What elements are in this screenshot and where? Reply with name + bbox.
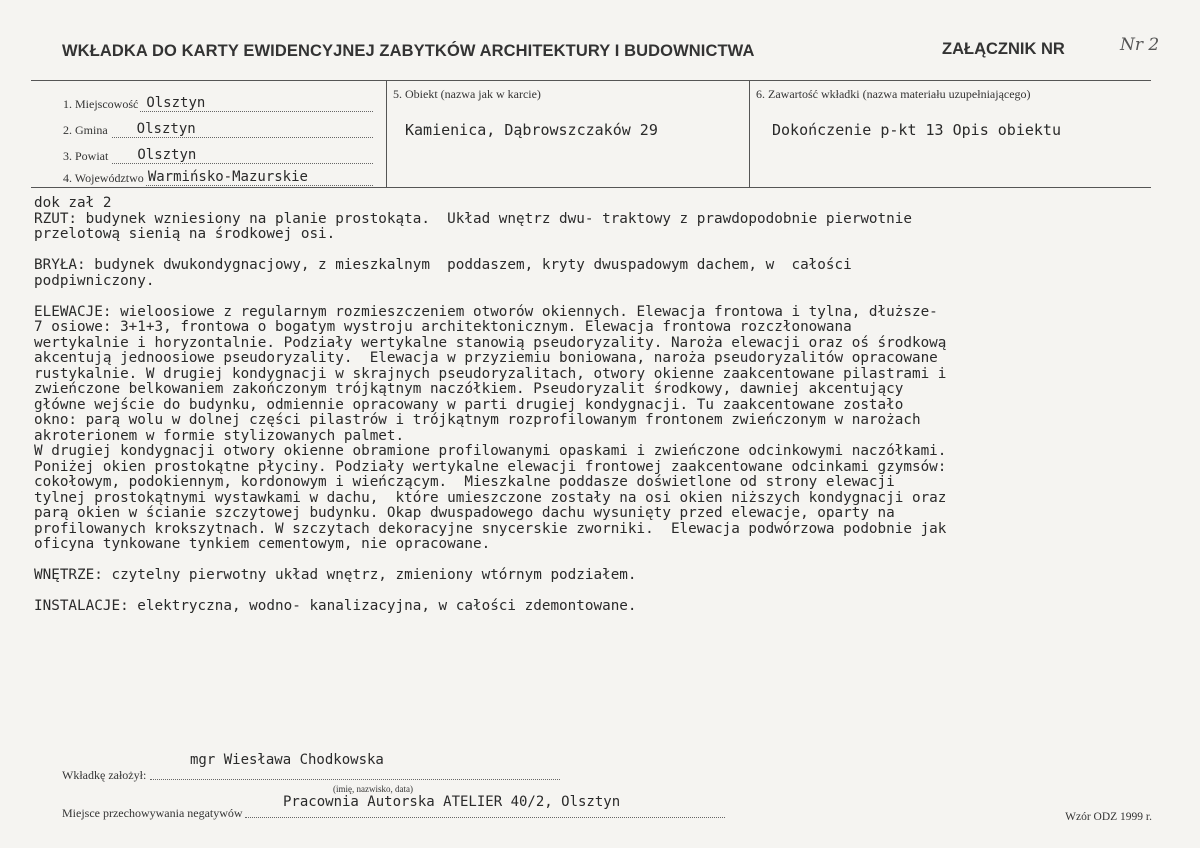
text-line: INSTALACJE: elektryczna, wodno- kanalizacyjna, w całości zdemontowane. [34,598,637,614]
form-pattern: Wzór ODZ 1999 r. [1065,811,1152,823]
attachment-number: Nr 2 [1120,35,1160,55]
storage-value: Pracownia Autorska ATELIER 40/2, Olsztyn [283,794,621,810]
text-line: tylnej prostokątnymi wystawkami w dachu, które umieszczone zostały na osi okien niższych kondygnacji oraz [34,489,947,506]
voivodeship-value: Warmińsko-Mazurskie [147,169,308,185]
town-value: Olsztyn [146,95,206,111]
text-line: przelotową sienią na środkowej osi. [34,226,336,242]
text-line: oficyna tynkowane tynkiem cementowym, nie opracowane. [34,536,491,552]
text-line: BRYŁA: budynek dwukondygnacjowy, z mieszkalnym poddaszem, kryty dwuspadowym dachem, w całości [34,257,852,273]
text-line: ELEWACJE: wieloosiowe z regularnym rozmieszczeniem otworów okiennych. Elewacja frontowa i tylna, dłuższe- [34,303,938,320]
text-line: WNĘTRZE: czytelny pierwotny układ wnętrz, zmieniony wtórnym podziałem. [34,567,637,583]
commune-value: Olsztyn [136,121,196,137]
paragraph-gap [34,553,1164,569]
column-divider [749,80,750,188]
attachment-label: ZAŁĄCZNIK NR [942,40,1065,58]
text-line: cokołowym, podokiennym, kordonowym i wieńczącym. Mieszkalne poddasze doświetlone od strony elewacji [34,474,895,490]
paragraph-gap [34,289,1164,305]
text-line: akroterionem w formie stylizowanych palmet. [34,427,405,444]
voivodeship-label: 4. Województwo [63,171,144,185]
author-label: Wkładkę założył: [62,768,147,782]
county-value: Olsztyn [137,147,197,163]
text-line: RZUT: budynek wzniesiony na planie prostokąta. Układ wnętrz dwu- traktowy z prawdopodobnie pierwotnie [34,210,912,227]
text-line: główne wejście do budynku, odmiennie opracowany w parti drugiej kondygnacji. Tu zaakcentowane zostało [34,396,904,413]
storage-label: Miejsce przechowywania negatywów [62,806,243,820]
county-field [63,144,373,164]
form-title: WKŁADKA DO KARTY EWIDENCYJNEJ ZABYTKÓW ARCHITEKTURY I BUDOWNICTWA [62,42,755,60]
storage-line [245,817,725,818]
voivodeship-field [63,166,373,186]
text-line: 7 osiowe: 3+1+3, frontowa o bogatym wystroju architektonicznym. Elewacja frontowa rozczłonowana [34,319,852,335]
text-line: podpiwniczony. [34,272,155,289]
author-caption: (imię, nazwisko, data) [333,784,413,794]
commune-label: 2. Gmina [63,123,108,137]
object-value: Kamienica, Dąbrowszczaków 29 [405,121,658,139]
column-divider [386,80,387,188]
commune-field [63,118,373,138]
content-value: Dokończenie p-kt 13 Opis obiektu [772,121,1061,139]
content-label: 6. Zawartość wkładki (nazwa materiału uzupełniającego) [756,87,1031,101]
text-line: parą okien w ścianie szczytowej budynku. Okap dwuspadowego dachu wysunięty przed elewacje, oparty na [34,505,895,521]
text-line: zwieńczone belkowaniem zakończonym trójkątnym naczółkiem. Pseudoryzalit środkowy, dawniej akcentujący [34,381,904,397]
text-line: profilowanych krokszytnach. W szczytach dekoracyjne snycerskie zworniki. Elewacja podwórzowa podobnie jak [34,520,947,537]
author-value: mgr Wiesława Chodkowska [190,752,384,768]
text-line: rustykalnie. W drugiej kondygnacji w skrajnych pseudoryzalitach, otwory okienne zaakcentowane pilastrami i [34,365,947,382]
town-label: 1. Miejscowość [63,97,139,111]
text-line: wertykalnie i horyzontalnie. Podziały wertykalne stanowią pseudoryzality. Naroża elewacji oraz oś środkową [34,334,947,351]
text-line: W drugiej kondygnacji otwory okienne obramione profilowanymi opaskami i zwieńczone odcinkowymi naczółkami. [34,443,947,459]
description-text [34,196,1164,615]
object-label: 5. Obiekt (nazwa jak w karcie) [393,87,541,101]
author-line [150,779,560,780]
paragraph-gap [34,243,1164,259]
text-line: dok zał 2 [34,195,112,211]
county-label: 3. Powiat [63,149,109,163]
text-line: okno: parą wolu w dolnej części pilastrów i trójkątnym rozprofilowanym frontonem zwieńczonym w narożach [34,412,921,428]
town-field [63,92,373,112]
text-line: Poniżej okien prostokątne płyciny. Podziały wertykalne elewacji frontowej zaakcentowane odcinkami gzymsów: [34,458,947,475]
paragraph-gap [34,584,1164,600]
text-line: akcentują jednoosiowe pseudoryzality. Elewacja w przyziemiu boniowana, naroża pseudoryzalitów opracowane [34,350,938,366]
